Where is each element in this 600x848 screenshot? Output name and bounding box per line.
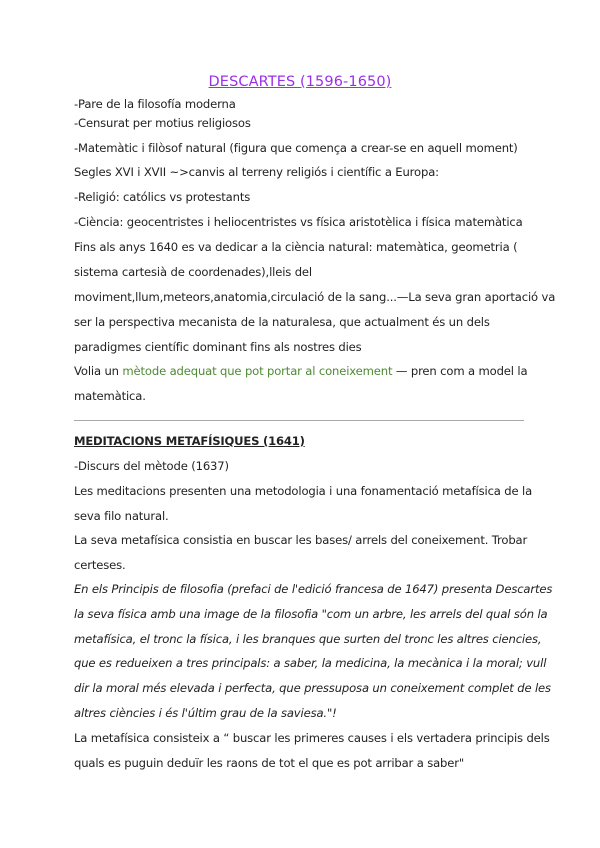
quote-line-6: altres ciències i és l'últim grau de la saviesa."! [74, 706, 337, 720]
quote-line-4: que es redueixen a tres principals: a saber, la medicina, la mecànica i la moral; vull [74, 656, 547, 670]
intro-line-6: -Ciència: geocentristes i heliocentristes vs física aristotèlica i física matemàtica [74, 215, 523, 229]
intro-line-7: Fins als anys 1640 es va dedicar a la ciència natural: matemàtica, geometria ( [74, 240, 518, 254]
section-line-1: -Discurs del mètode (1637) [74, 459, 229, 473]
section-line-7: quals es puguin deduïr les raons de tot el que es pot arribar a saber" [74, 756, 465, 770]
intro-line-1: -Pare de la filosofía moderna [74, 97, 236, 111]
intro-line-9: moviment,llum,meteors,anatomia,circulació de la sang...—La seva gran aportació va [74, 290, 556, 304]
quote-line-1: En els Principis de filosofia (prefaci de l'edició francesa de 1647) presenta Descartes [74, 582, 553, 596]
section-line-3: seva filo natural. [74, 509, 169, 523]
section-line-6: La metafísica consisteix a “ buscar les primeres causes i els vertadera principis dels [74, 731, 550, 745]
quote-line-5: dir la moral més elevada i perfecta, que pressuposa un coneixement complet de les [74, 681, 551, 695]
intro-line-3: -Matemàtic i filòsof natural (figura que comença a crear-se en aquell moment) [74, 141, 518, 155]
intro-line-12-end: — pren com a model la [392, 364, 528, 378]
intro-line-8: sistema cartesià de coordenades),lleis del [74, 265, 312, 279]
horizontal-divider [74, 420, 524, 421]
intro-line-10: ser la perspectiva mecanista de la naturalesa, que actualment és un dels [74, 315, 490, 329]
intro-line-2: -Censurat per motius religiosos [74, 116, 251, 130]
quote-line-2: la seva física amb una image de la filosofia "com un arbre, les arrels del qual són la [74, 607, 548, 621]
section-line-4: La seva metafísica consistia en buscar les bases/ arrels del coneixement. Trobar [74, 533, 528, 547]
intro-line-13: matemàtica. [74, 389, 146, 403]
intro-line-12-start: Volia un [74, 364, 123, 378]
intro-line-4: Segles XVI i XVII ~>canvis al terreny religiós i científic a Europa: [74, 165, 439, 179]
intro-line-12 [74, 364, 527, 378]
quote-line-3: metafísica, el tronc la física, i les branques que surten del tronc les altres ciencies, [74, 632, 542, 646]
highlighted-method-text: mètode adequat que pot portar al coneixement [122, 364, 393, 378]
page-title: DESCARTES (1596-1650) [208, 74, 392, 90]
intro-line-5: -Religió: católics vs protestants [74, 190, 251, 204]
intro-line-11: paradigmes científic dominant fins als nostres dies [74, 340, 362, 354]
section-line-2: Les meditacions presenten una metodologia i una fonamentació metafísica de la [74, 484, 533, 498]
section-heading: MEDITACIONS METAFÍSIQUES (1641) [74, 434, 305, 448]
section-line-5: certeses. [74, 558, 126, 572]
